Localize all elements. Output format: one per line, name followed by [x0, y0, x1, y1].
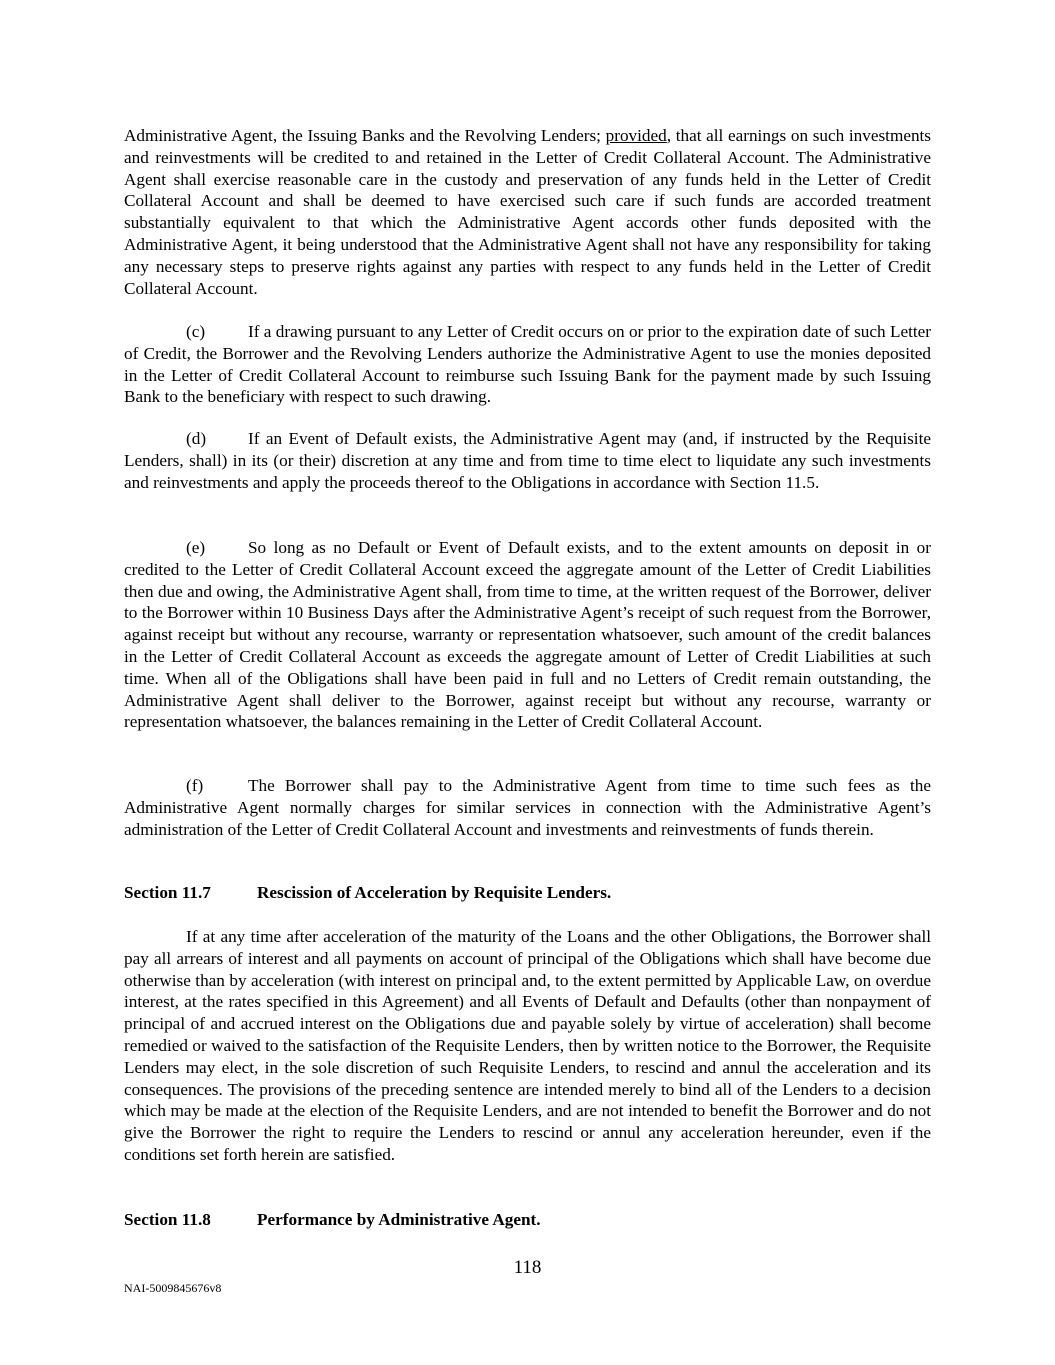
paragraph-continuation: [124, 125, 931, 299]
clause-label: (e): [186, 538, 206, 557]
section-title: Rescission of Acceleration by Requisite Lenders.: [257, 883, 612, 902]
paragraph-rescission: [124, 926, 931, 1166]
section-number: Section 11.8: [124, 1210, 211, 1229]
page-number: 118: [513, 1257, 542, 1278]
section-number: Section 11.7: [124, 883, 211, 902]
paragraph-text: If an Event of Default exists, the Administrative Agent may (and, if instructed by the Requisite Lenders, shall) in its (or their) discretion at any time and from time to time elect to liquidate any such investments and reinvestments and apply the proceeds thereof to the Obligations in accordance with Section 11.5.: [124, 429, 931, 492]
paragraph-d: [124, 428, 931, 493]
paragraph-text: , that all earnings on such investments and reinvestments will be credited to and retained in the Letter of Credit Collateral Account. The Administrative Agent shall exercise reasonable care in the custody and preservation of any funds held in the Letter of Credit Collateral Account and shall be deemed to have exercised such care if such funds are accorded treatment substantially equivalent to that which the Administrative Agent accords other funds deposited with the Administrative Agent, it being understood that the Administrative Agent shall not have any responsibility for taking any necessary steps to preserve rights against any parties with respect to any funds held in the Letter of Credit Collateral Account.: [124, 126, 931, 298]
paragraph-c: [124, 321, 931, 408]
clause-label: (f): [186, 776, 204, 795]
clause-label: (c): [186, 322, 206, 341]
paragraph-text: So long as no Default or Event of Default exists, and to the extent amounts on deposit in or credited to the Letter of Credit Collateral Account exceed the aggregate amount of the Letter of Credit Liabilities then due and owing, the Administrative Agent shall, from time to time, at the written request of the Borrower, deliver to the Borrower within 10 Business Days after the Administrative Agent’s receipt of such request from the Borrower, against receipt but without any recourse, warranty or representation whatsoever, such amount of the credit balances in the Letter of Credit Collateral Account as exceeds the aggregate amount of Letter of Credit Liabilities at such time. When all of the Obligations shall have been paid in full and no Letters of Credit remain outstanding, the Administrative Agent shall deliver to the Borrower, against receipt but without any recourse, warranty or representation whatsoever, the balances remaining in the Letter of Credit Collateral Account.: [124, 538, 931, 732]
paragraph-text: The Borrower shall pay to the Administrative Agent from time to time such fees as the Administrative Agent normally charges for similar services in connection with the Administrative Agent’s administration of the Letter of Credit Collateral Account and investments and reinvestments of funds therein.: [124, 776, 931, 839]
document-id: NAI-5009845676v8: [124, 1281, 222, 1295]
section-heading-11-7: [124, 882, 931, 904]
paragraph-text: Administrative Agent, the Issuing Banks and the Revolving Lenders;: [124, 126, 606, 145]
paragraph-e: [124, 537, 931, 733]
paragraph-text: If at any time after acceleration of the maturity of the Loans and the other Obligations, the Borrower shall pay all arrears of interest and all payments on account of principal of the Obligations which shall have become due otherwise than by acceleration (with interest on principal and, to the extent permitted by Applicable Law, on overdue interest, at the rates specified in this Agreement) and all Events of Default and Defaults (other than nonpayment of principal of and accrued interest on the Obligations due and payable solely by virtue of acceleration) shall become remedied or waived to the satisfaction of the Requisite Lenders, then by written notice to the Borrower, the Requisite Lenders may elect, in the sole discretion of such Requisite Lenders, to rescind and annul the acceleration and its consequences. The provisions of the preceding sentence are intended merely to bind all of the Lenders to a decision which may be made at the election of the Requisite Lenders, and are not intended to benefit the Borrower and do not give the Borrower the right to require the Lenders to rescind or annul any acceleration hereunder, even if the conditions set forth herein are satisfied.: [124, 927, 931, 1164]
provided-underlined-term: provided: [605, 126, 667, 145]
clause-label: (d): [186, 429, 207, 448]
section-title: Performance by Administrative Agent.: [257, 1210, 541, 1229]
paragraph-f: [124, 775, 931, 840]
section-heading-11-8: [124, 1209, 931, 1231]
paragraph-text: If a drawing pursuant to any Letter of Credit occurs on or prior to the expiration date of such Letter of Credit, the Borrower and the Revolving Lenders authorize the Administrative Agent to use the monies deposited in the Letter of Credit Collateral Account to reimburse such Issuing Bank for the payment made by such Issuing Bank to the beneficiary with respect to such drawing.: [124, 322, 931, 407]
